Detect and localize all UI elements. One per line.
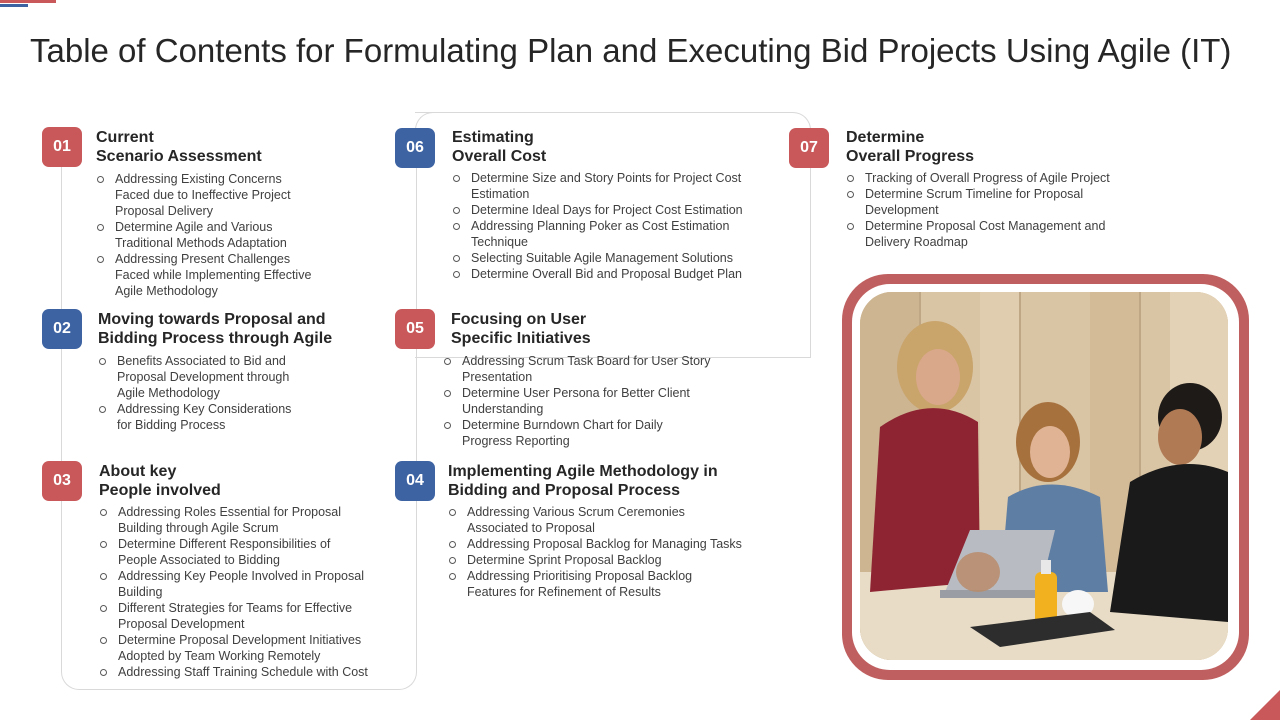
list-item[interactable]: Addressing Planning Poker as Cost Estimation Technique	[452, 218, 743, 250]
section-heading: About key People involved	[99, 463, 221, 499]
section-items	[98, 353, 291, 433]
list-item[interactable]: Tracking of Overall Progress of Agile Project	[846, 170, 1110, 186]
section-heading: Focusing on User Specific Initiatives	[451, 311, 591, 347]
section-items	[443, 353, 710, 449]
list-item[interactable]: Determine User Persona for Better Client Understanding	[443, 385, 710, 417]
section-items	[96, 171, 311, 299]
list-item[interactable]: Selecting Suitable Agile Management Solutions	[452, 250, 743, 266]
list-item[interactable]: Addressing Key People Involved in Proposal Building	[99, 568, 368, 600]
list-item[interactable]: Determine Different Responsibilities of People Associated to Bidding	[99, 536, 368, 568]
section-number-badge: 03	[42, 461, 82, 501]
list-item[interactable]: Determine Proposal Development Initiatives Adopted by Team Working Remotely	[99, 632, 368, 664]
top-accent-blue	[0, 4, 28, 7]
list-item[interactable]: Determine Agile and Various Traditional Methods Adaptation	[96, 219, 311, 251]
section-items	[448, 504, 742, 600]
section-heading: Determine Overall Progress	[846, 129, 975, 165]
list-item[interactable]: Determine Proposal Cost Management and Delivery Roadmap	[846, 218, 1110, 250]
section-heading: Moving towards Proposal and Bidding Process through Agile	[98, 311, 333, 347]
section-heading: Implementing Agile Methodology in Bidding and Proposal Process	[448, 463, 718, 499]
section-number-badge: 06	[395, 128, 435, 168]
list-item[interactable]: Determine Sprint Proposal Backlog	[448, 552, 742, 568]
list-item[interactable]: Addressing Various Scrum Ceremonies Associated to Proposal	[448, 504, 742, 536]
list-item[interactable]: Addressing Prioritising Proposal Backlog Features for Refinement of Results	[448, 568, 742, 600]
top-accent-red	[0, 0, 56, 3]
section-number-badge: 07	[789, 128, 829, 168]
page-title: Table of Contents for Formulating Plan and Executing Bid Projects Using Agile (IT)	[30, 32, 1232, 69]
list-item[interactable]: Addressing Key Considerations for Bidding Process	[98, 401, 291, 433]
photo-illustration	[860, 292, 1228, 660]
corner-accent	[1250, 690, 1280, 720]
list-item[interactable]: Addressing Roles Essential for Proposal Building through Agile Scrum	[99, 504, 368, 536]
list-item[interactable]: Determine Size and Story Points for Project Cost Estimation	[452, 170, 743, 202]
section-items	[99, 504, 368, 680]
section-number-badge: 05	[395, 309, 435, 349]
list-item[interactable]: Determine Ideal Days for Project Cost Estimation	[452, 202, 743, 218]
list-item[interactable]: Addressing Scrum Task Board for User Story Presentation	[443, 353, 710, 385]
section-items	[452, 170, 743, 282]
section-number-badge: 02	[42, 309, 82, 349]
list-item[interactable]: Addressing Existing Concerns Faced due to Ineffective Project Proposal Delivery	[96, 171, 311, 219]
list-item[interactable]: Determine Scrum Timeline for Proposal Development	[846, 186, 1110, 218]
list-item[interactable]: Addressing Staff Training Schedule with Cost	[99, 664, 368, 680]
section-items	[846, 170, 1110, 250]
list-item[interactable]: Determine Overall Bid and Proposal Budget Plan	[452, 266, 743, 282]
team-meeting-photo	[860, 292, 1228, 660]
section-heading: Current Scenario Assessment	[96, 129, 262, 165]
list-item[interactable]: Determine Burndown Chart for Daily Progress Reporting	[443, 417, 710, 449]
list-item[interactable]: Addressing Present Challenges Faced while Implementing Effective Agile Methodology	[96, 251, 311, 299]
list-item[interactable]: Different Strategies for Teams for Effective Proposal Development	[99, 600, 368, 632]
list-item[interactable]: Benefits Associated to Bid and Proposal Development through Agile Methodology	[98, 353, 291, 401]
list-item[interactable]: Addressing Proposal Backlog for Managing Tasks	[448, 536, 742, 552]
section-number-badge: 04	[395, 461, 435, 501]
section-heading: Estimating Overall Cost	[452, 129, 547, 165]
section-number-badge: 01	[42, 127, 82, 167]
